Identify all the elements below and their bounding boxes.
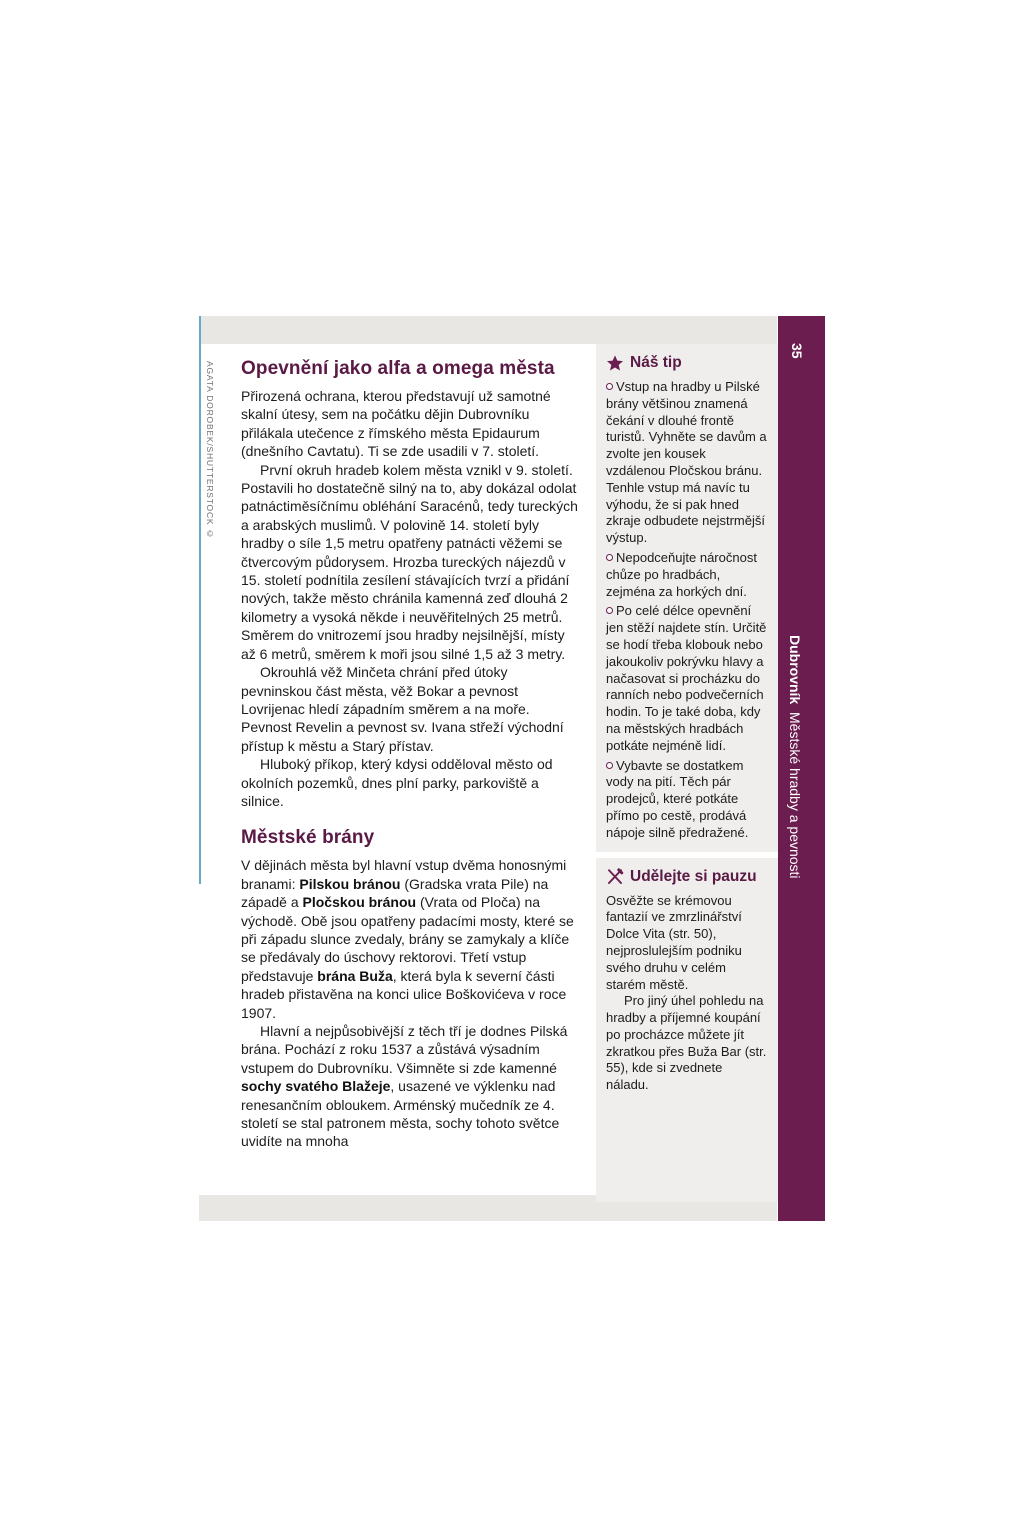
page-number: 35 — [789, 343, 805, 359]
tab-city: Dubrovník — [787, 635, 803, 705]
section-title: Městské brány — [241, 827, 375, 849]
fork-knife-icon — [606, 868, 624, 886]
highlight-term: sochy svatého Blažeje — [241, 1078, 391, 1095]
highlight-term: brána Buža — [317, 967, 393, 984]
paragraph: Hluboký příkop, který kdysi odděloval město od okolních pozemků, dnes plní parky, parkoviště a silnice. — [241, 756, 553, 809]
sidebar-divider — [596, 852, 778, 858]
tab-section: Městské hradby a pevnosti — [787, 712, 803, 879]
tip-item: Nepodceňujte náročnost chůze po hradbách, zejména za horkých dní. — [606, 549, 757, 599]
paragraph: Okrouhlá věž Minčeta chrání před útoky pevninskou část města, věž Bokar a pevnost Lovrijenac hledí západním směrem a na moře. Pevnost Revelin a pevnost sv. Ivana střeží východní přístup k městu a Starý přístav. — [241, 664, 564, 754]
break-box-title: Udělejte si pauzu — [630, 867, 757, 885]
break-paragraph: Osvěžte se krémovou fantazií ve zmrzlinářství Dolce Vita (str. 50), nejproslulejším podniku svého druhu v celém starém městě. — [606, 892, 742, 992]
highlight-term: Pločskou bránou — [302, 894, 417, 911]
highlight-term: Pilskou bránou — [299, 875, 401, 892]
bullet-icon — [606, 762, 613, 769]
bullet-icon — [606, 383, 613, 390]
bullet-icon — [606, 554, 613, 561]
top-band — [199, 316, 777, 344]
sidebar — [596, 344, 778, 1202]
bullet-icon — [606, 607, 613, 614]
paragraph: Hlavní a nejpůsobivější z těch tří je dodnes Pilská brána. Pochází z roku 1537 a zůstává výsadním vstupem do Dubrovníku. Všimněte si zde kamenné sochy svatého Blažeje, usazené ve výklenku nad renesančním obloukem. Arménský mučedník ze 4. století se stal patronem města, sochy tohoto světce uvidíte na mnoha — [241, 1023, 568, 1150]
paragraph: Přirozená ochrana, kterou představují už samotné skalní útesy, sem na počátku dějin Dubrovníku přilákala utečence z římského města Epidaurum (dnešního Cavtatu). Ti se zde usadili v 7. století. — [241, 388, 551, 460]
tip-box-title: Náš tip — [630, 354, 682, 371]
tip-item: Vybavte se dostatkem vody na pití. Těch pár prodejců, které potkáte přímo po cestě, prodává nápoje silně předražené. — [606, 757, 749, 840]
tip-item: Vstup na hradby u Pilské brány většinou znamená čekání v dlouhé frontě turistů. Vyhněte se davům a zvolte jen kousek vzdálenou Pločskou bránu. Tenhle vstup má navíc tu výhodu, že si pak hned zkraje odbudete nejstrmější výstup. — [606, 379, 767, 546]
tip-item: Po celé délce opevnění jen stěží najdete stín. Určitě se hodí třeba klobouk nebo jakoukoliv pokrývku hlavy a načasovat si procházku do ranních nebo podvečerních hodin. To je také doba, kdy na městských hradbách potkáte nejméně lidí. — [606, 603, 767, 753]
paragraph: V dějinách města byl hlavní vstup dvěma honosnými branami: Pilskou bránou (Gradska vrata Pile) na západě a Pločskou bránou (Vrata od Ploča) na východě. Obě jsou opatřeny padacími mosty, které se při západu slunce zvedaly, brány se zamykaly a klíče se předávaly do úschovy rektorovi. Třetí vstup představuje brána Buža, která byla k severní části hradeb přistavěna na konci ulice Boškovićeva v roce 1907. — [241, 857, 574, 1021]
main-column — [241, 357, 581, 1151]
star-icon — [606, 354, 624, 372]
chapter-tab-title — [787, 635, 803, 879]
photo-edge-rule — [199, 316, 201, 884]
break-box-header — [606, 866, 768, 888]
photo-credit: AGATA DOROBEK/SHUTTERSTOCK © — [205, 361, 215, 540]
tip-box-header — [606, 352, 768, 374]
paragraph: První okruh hradeb kolem města vznikl v 9. století. Postavili ho dostatečně silný na to, aby dokázal odolat patnáctiměsíčnímu obléhání Saracénů, tedy tureckých a arabských muslimů. V polovině 14. století byly hradby o síle 1,5 metru opatřeny patnácti věžemi se čtvercovým půdorysem. Hrozba tureckých nájezdů v 15. století podnítila zesílení stávajících tvrzí a přidání nových, takže město chránila kamenná zeď dlouhá 2 kilometry a vysoká někde i neuvěřitelných 25 metrů. Směrem do vnitrozemí jsou hradby nejsilnější, místy až 6 metrů, směrem k moři jsou silné 1,5 až 3 metry. — [241, 461, 578, 662]
break-paragraph: Pro jiný úhel pohledu na hradby a příjemné koupání po procházce můžete jít zkratkou přes Buža Bar (str. 55), kde si zvednete náladu. — [606, 993, 767, 1093]
section-title: Opevnění jako alfa a omega města — [241, 358, 555, 379]
